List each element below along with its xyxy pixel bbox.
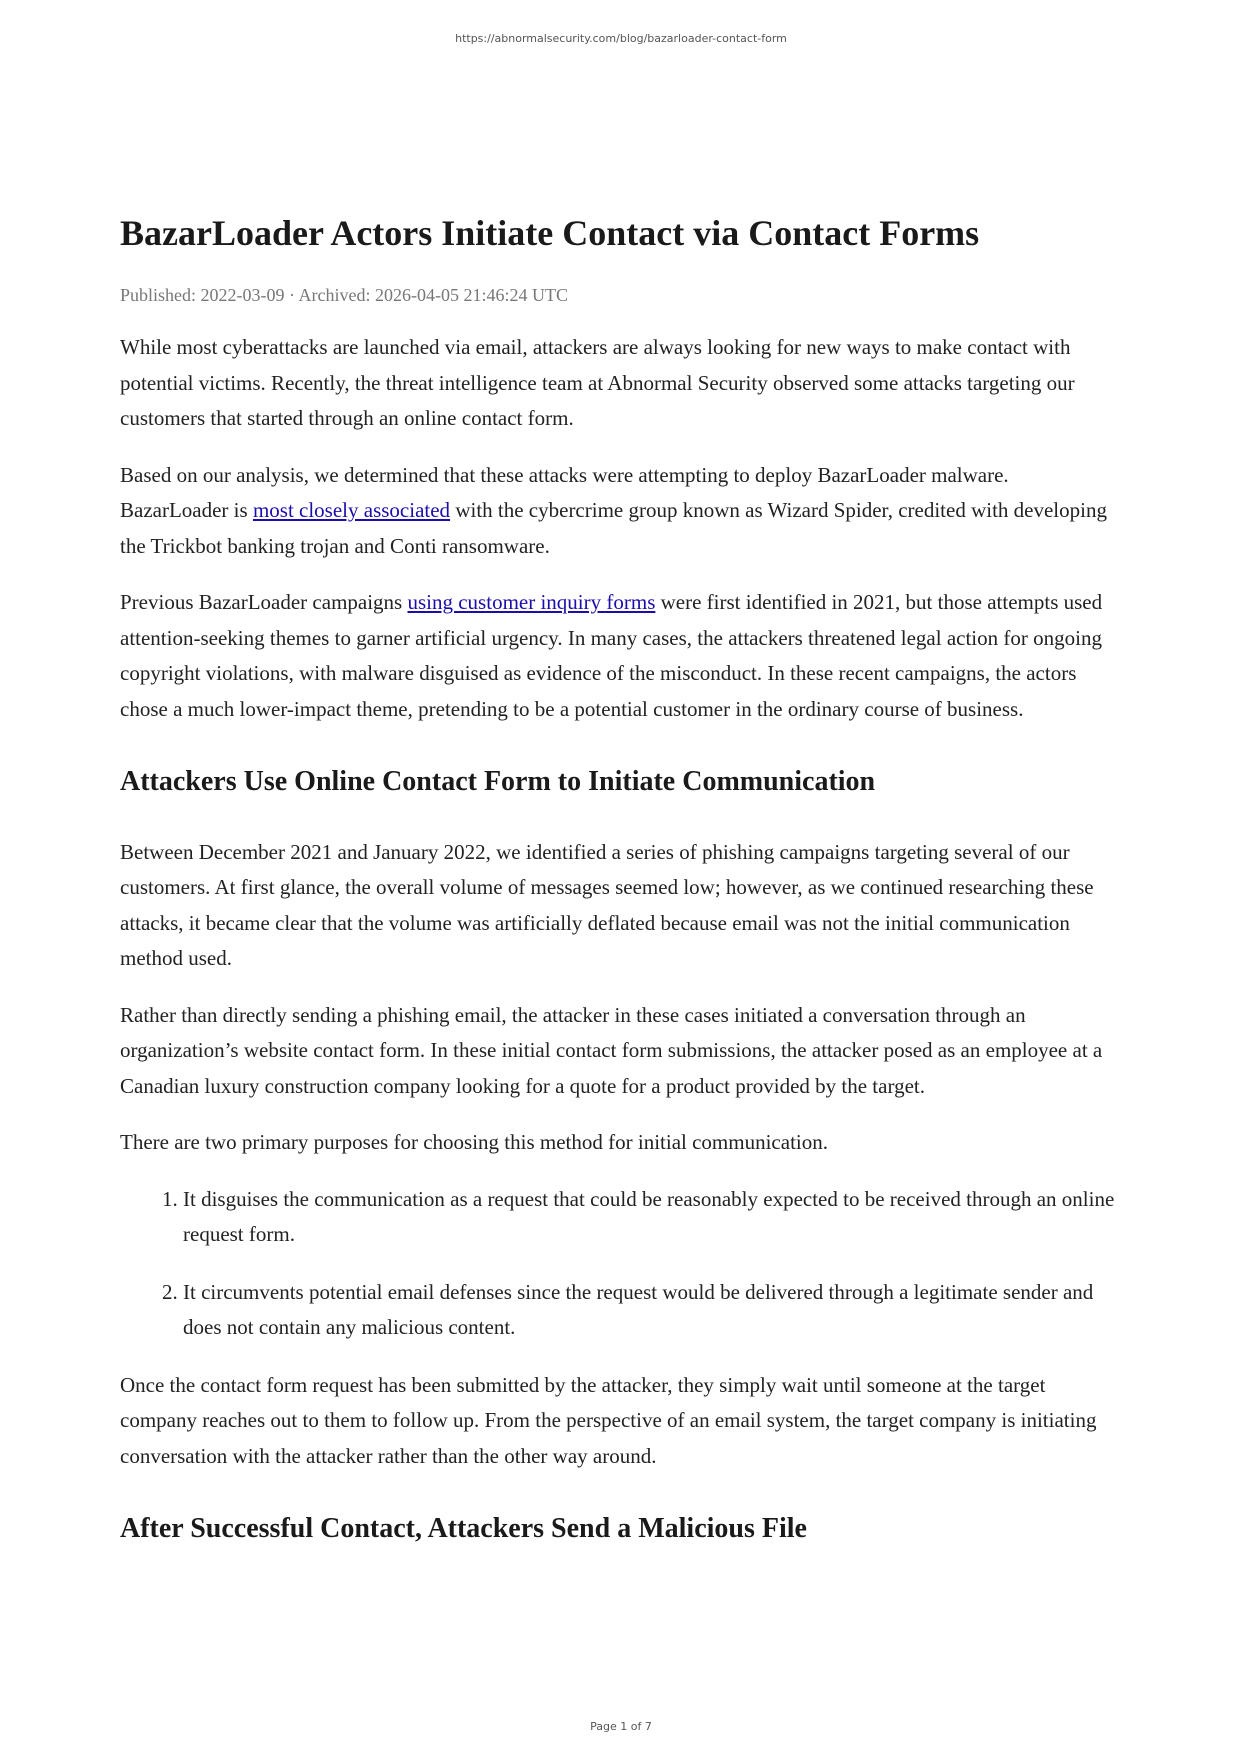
article-title: BazarLoader Actors Initiate Contact via Contact Forms <box>120 213 980 253</box>
list-item: 2. It circumvents potential email defenses since the request would be delivered through a legitimate sender and does not contain any malicious content. <box>183 1275 1122 1346</box>
page-number: Page 1 of 7 <box>590 1720 652 1733</box>
paragraph-previous-campaigns <box>120 585 1122 727</box>
paragraph-text: Based on our analysis, we determined that these attacks were attempting to deploy BazarLoader malware. BazarLoader is <box>120 462 1009 523</box>
paragraph-text: Previous BazarLoader campaigns <box>120 590 408 615</box>
section-heading-malicious-file: After Successful Contact, Attackers Send a Malicious File <box>120 1513 807 1545</box>
customer-inquiry-forms-link[interactable]: using customer inquiry forms <box>407 590 656 615</box>
most-closely-associated-link[interactable]: most closely associated <box>252 498 451 523</box>
purposes-list <box>120 1182 1122 1346</box>
article-meta: Published: 2022-03-09 · Archived: 2026-04-05 21:46:24 UTC <box>120 285 568 306</box>
paragraph-intro: While most cyberattacks are launched via email, attackers are always looking for new ways to make contact with potential victims. Recently, the threat intelligence team at Abnormal Security observed some attacks targeting our customers that started through an online contact form. <box>120 335 1075 431</box>
article <box>120 212 1122 1582</box>
page-url: https://abnormalsecurity.com/blog/bazarloader-contact-form <box>455 32 787 45</box>
paragraph-purposes: There are two primary purposes for choosing this method for initial communication. <box>120 1130 828 1155</box>
paragraph-text: with the cybercrime group known as Wizard Spider, credited with developing the Trickbot banking trojan and Conti ransomware. <box>120 498 1107 558</box>
paragraph-contact-form: Rather than directly sending a phishing email, the attacker in these cases initiated a conversation through an organization’s website contact form. In these initial contact form submissions, the attacker posed as an employee at a Canadian luxury construction company looking for a quote for a product provided by the target. <box>120 1002 1103 1098</box>
paragraph-text: were first identified in 2021, but those attempts used attention-seeking themes to garner artificial urgency. In many cases, the attackers threatened legal action for ongoing copyright violations, with malware disguised as evidence of the misconduct. In these recent campaigns, the actors chose a much lower-impact theme, pretending to be a potential customer in the ordinary course of business. <box>120 590 1103 721</box>
list-item: 1. It disguises the communication as a request that could be reasonably expected to be received through an online request form. <box>183 1182 1122 1253</box>
paragraph-analysis <box>120 458 1122 565</box>
paragraph-campaigns: Between December 2021 and January 2022, we identified a series of phishing campaigns targeting several of our customers. At first glance, the overall volume of messages seemed low; however, as we continued researching these attacks, it became clear that the volume was artificially deflated because email was not the initial communication method used. <box>120 839 1094 971</box>
paragraph-follow-up: Once the contact form request has been submitted by the attacker, they simply wait until someone at the target company reaches out to them to follow up. From the perspective of an email system, the target company is initiating conversation with the attacker rather than the other way around. <box>120 1372 1097 1468</box>
section-heading-contact-form: Attackers Use Online Contact Form to Initiate Communication <box>120 766 876 798</box>
